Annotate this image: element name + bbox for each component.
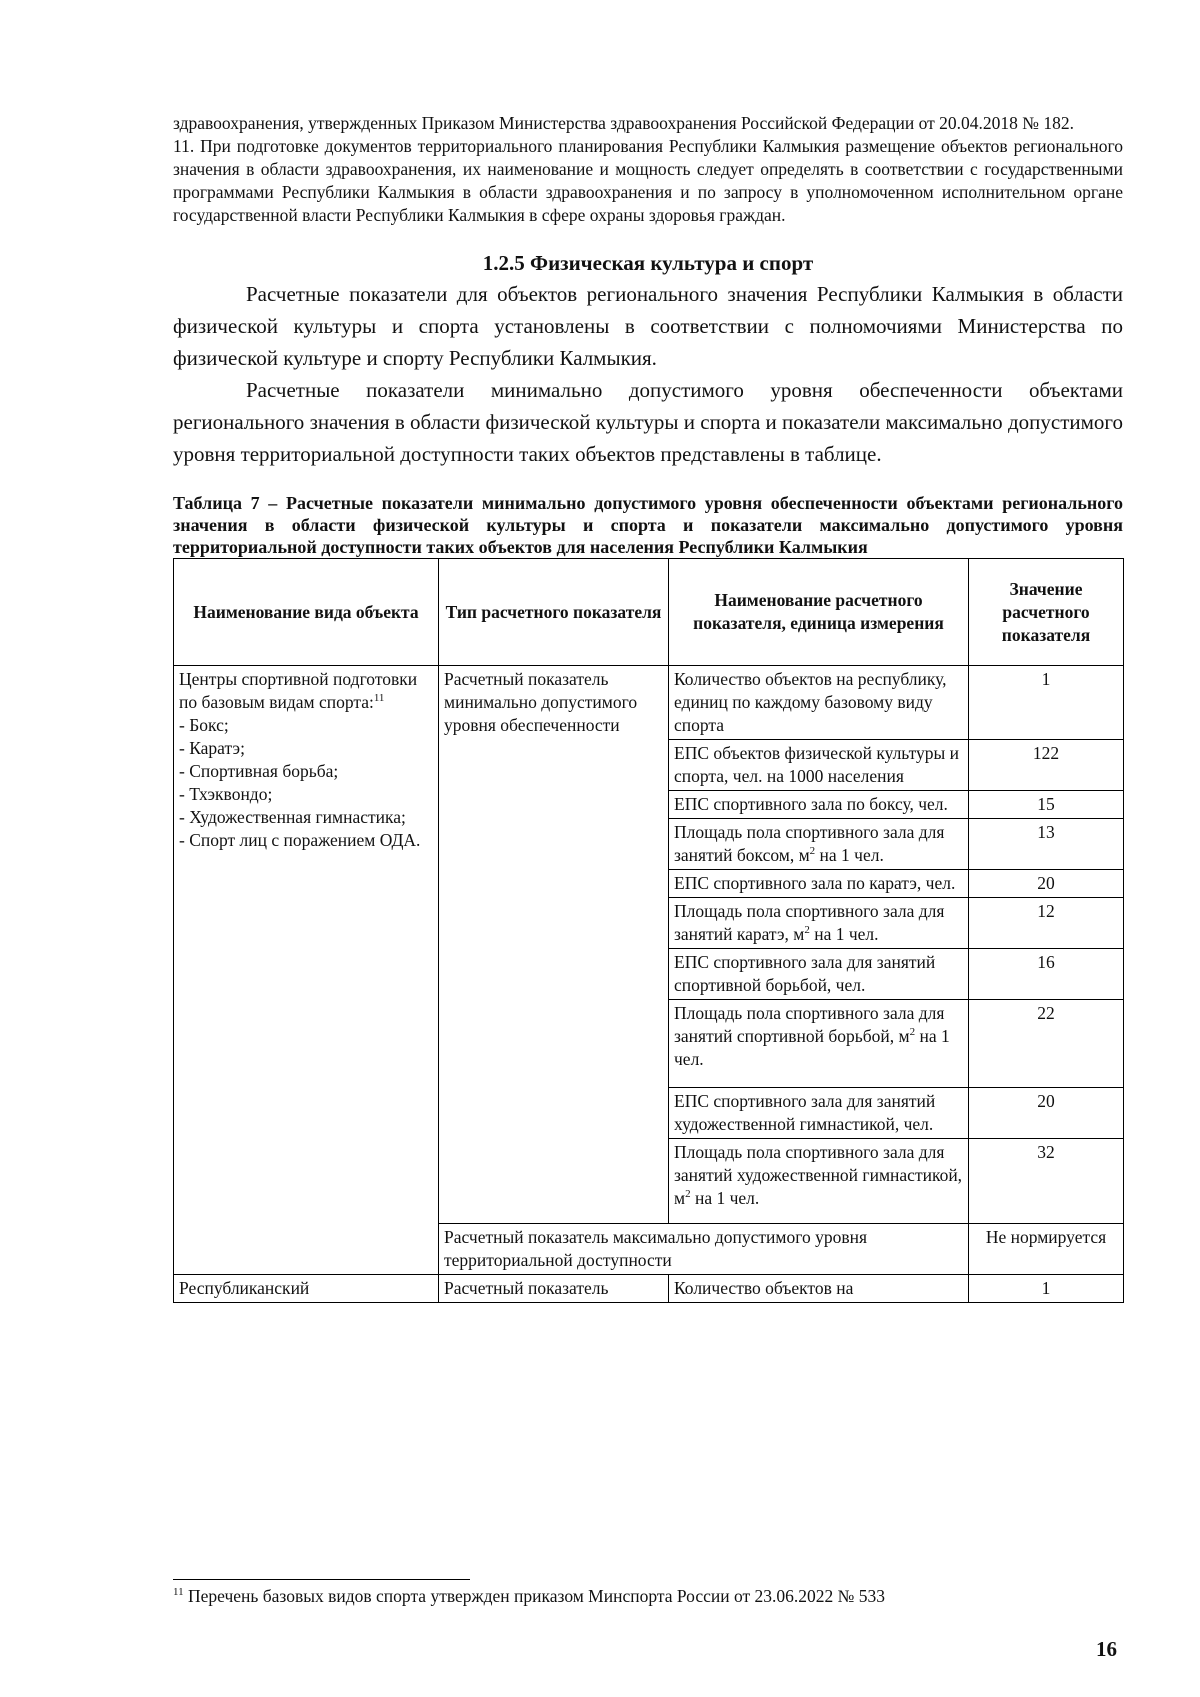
footnote bbox=[173, 1585, 885, 1608]
indicator-value: 32 bbox=[969, 1139, 1124, 1224]
intro-item-11: 11. При подготовке документов территориального планирования Республики Калмыкия размещение объектов регионального значения в области здравоохранения, их наименование и мощность следует определять в соответствии с государственными программами Республики Калмыкия в области здравоохранения и по запросу в уполномоченном исполнительном органе государственной власти Республики Калмыкия в сфере охраны здоровья граждан. bbox=[173, 136, 1123, 225]
indicator-name-cell bbox=[669, 1000, 969, 1088]
indicator-type-cell: Расчетный показатель bbox=[439, 1275, 669, 1303]
header-indicator-name: Наименование расчетного показателя, единица измерения bbox=[669, 559, 969, 666]
object-name-main: Центры спортивной подготовки по базовым видам спорта: bbox=[179, 669, 418, 712]
section-paragraph-2: Расчетные показатели минимально допустимого уровня обеспеченности объектами регионального значения в области физической культуры и спорта и показатели максимально допустимого уровня территориальной доступности таких объектов представлены в таблице. bbox=[173, 378, 1123, 466]
indicator-value: 122 bbox=[969, 740, 1124, 791]
indicator-name: ЕПС объектов физической культуры и спорта, чел. на 1000 населения bbox=[669, 740, 969, 791]
table-caption: Таблица 7 – Расчетные показатели минимально допустимого уровня обеспеченности объектами регионального значения в области физической культуры и спорта и показатели максимально допустимого уровня территориальной доступности таких объектов для населения Республики Калмыкия bbox=[173, 493, 1123, 557]
indicator-value: 16 bbox=[969, 949, 1124, 1000]
indicator-name: ЕПС спортивного зала для занятий спортивной борьбой, чел. bbox=[669, 949, 969, 1000]
table-header-row bbox=[174, 559, 1124, 666]
document-page bbox=[173, 112, 1123, 1303]
indicator-value: 20 bbox=[969, 870, 1124, 898]
indicator-value: 1 bbox=[969, 1275, 1124, 1303]
indicator-value: 1 bbox=[969, 666, 1124, 740]
indicator-value: 13 bbox=[969, 819, 1124, 870]
unit-superscript: 2 bbox=[804, 924, 810, 937]
indicator-name: Площадь пола спортивного зала для занятий художественной гимнастикой, м bbox=[674, 1142, 963, 1208]
footnote-number: 11 bbox=[173, 1586, 184, 1599]
indicator-value: 12 bbox=[969, 898, 1124, 949]
indicator-unit-suffix: на 1 чел. bbox=[690, 1188, 760, 1208]
intro-line: здравоохранения, утвержденных Приказом Министерства здравоохранения Российской Федерации от 20.04.2018 № 182. bbox=[173, 113, 1075, 133]
indicator-name: Площадь пола спортивного зала для занятий спортивной борьбой, м bbox=[674, 1003, 945, 1046]
object-name-cell: Республиканский bbox=[174, 1275, 439, 1303]
indicator-name-cell bbox=[669, 819, 969, 870]
section-heading: 1.2.5 Физическая культура и спорт bbox=[482, 251, 814, 275]
indicator-name: ЕПС спортивного зала для занятий художественной гимнастикой, чел. bbox=[669, 1088, 969, 1139]
header-object-name: Наименование вида объекта bbox=[174, 559, 439, 666]
indicator-name: Количество объектов на bbox=[669, 1275, 969, 1303]
indicator-value: 20 bbox=[969, 1088, 1124, 1139]
unit-superscript: 2 bbox=[685, 1188, 691, 1201]
footnote-divider bbox=[173, 1579, 470, 1580]
max-level-indicator: Расчетный показатель максимально допустимого уровня территориальной доступности bbox=[439, 1224, 969, 1275]
unit-superscript: 2 bbox=[909, 1026, 916, 1039]
indicator-unit-suffix: на 1 чел. bbox=[809, 924, 879, 944]
indicator-name: Количество объектов на республику, единиц по каждому базовому виду спорта bbox=[669, 666, 969, 740]
intro-block bbox=[173, 112, 1123, 227]
indicator-name: Площадь пола спортивного зала для занятий боксом, м bbox=[674, 822, 945, 865]
table-row bbox=[174, 1275, 1124, 1303]
indicators-table bbox=[173, 558, 1124, 1303]
indicator-name-cell bbox=[669, 1139, 969, 1224]
section-paragraph-1: Расчетные показатели для объектов регионального значения Республики Калмыкия в области физической культуры и спорта установлены в соответствии с полномочиями Министерства по физической культуре и спорту Республики Калмыкия. bbox=[173, 282, 1123, 370]
table-row bbox=[174, 666, 1124, 740]
sport-list: - Бокс; - Каратэ; - Спортивная борьба; - Тхэквондо; - Художественная гимнастика; - Спорт лиц с поражением ОДА. bbox=[179, 715, 421, 850]
unit-superscript: 2 bbox=[809, 845, 816, 858]
max-level-value: Не нормируется bbox=[969, 1224, 1124, 1275]
section-body bbox=[173, 278, 1123, 470]
header-indicator-type: Тип расчетного показателя bbox=[439, 559, 669, 666]
indicator-unit-suffix: на 1 чел. bbox=[815, 845, 884, 865]
header-indicator-value: Значение расчетного показателя bbox=[969, 559, 1124, 666]
indicator-name: Площадь пола спортивного зала для занятий каратэ, м bbox=[674, 901, 945, 944]
indicator-unit-suffix: на 1 чел. bbox=[674, 1026, 950, 1069]
footnote-text: Перечень базовых видов спорта утвержден приказом Минспорта России от 23.06.2022 № 533 bbox=[183, 1586, 885, 1606]
footnote-ref: 11 bbox=[373, 692, 385, 705]
indicator-name: ЕПС спортивного зала по каратэ, чел. bbox=[669, 870, 969, 898]
indicator-value: 15 bbox=[969, 791, 1124, 819]
indicator-value: 22 bbox=[969, 1000, 1124, 1088]
page-number: 16 bbox=[1096, 1637, 1117, 1661]
indicator-name-cell bbox=[669, 898, 969, 949]
indicator-type-cell: Расчетный показатель минимально допустимого уровня обеспеченности bbox=[439, 666, 669, 1224]
indicator-name: ЕПС спортивного зала по боксу, чел. bbox=[669, 791, 969, 819]
object-name-cell bbox=[174, 666, 439, 1275]
